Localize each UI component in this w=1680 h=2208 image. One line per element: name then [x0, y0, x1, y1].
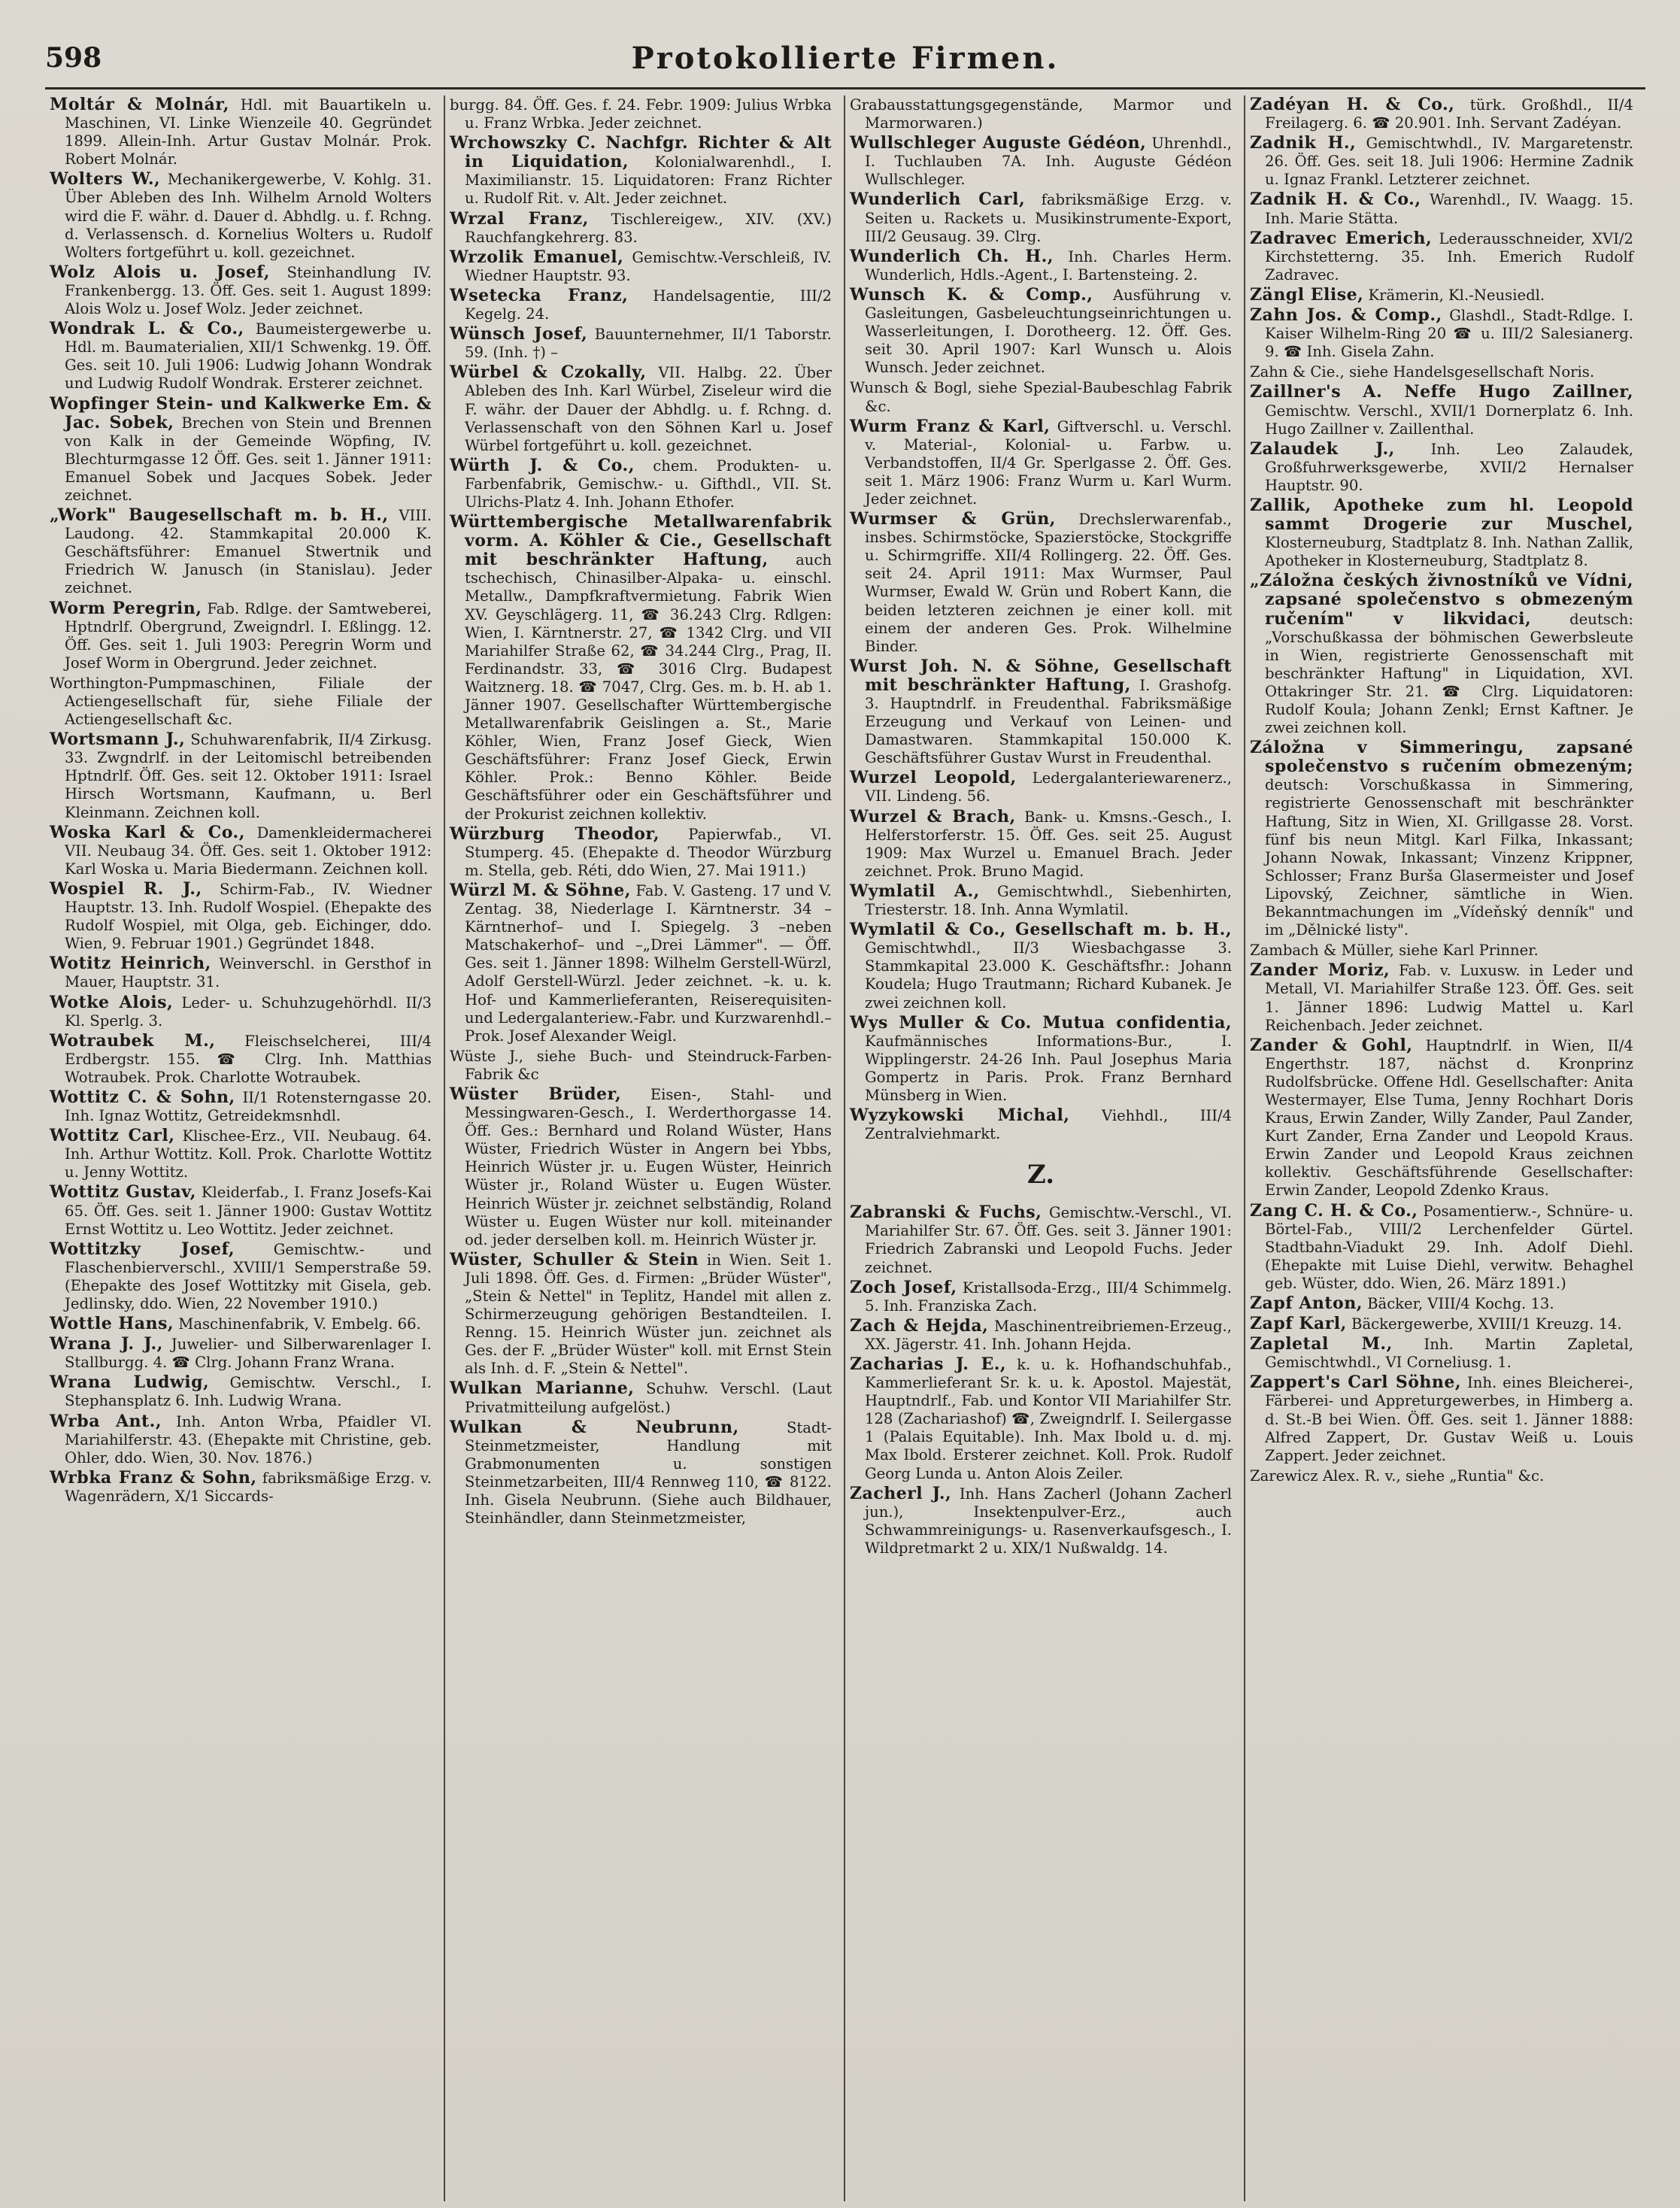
firm-details: Grabausstattungsgegenstände, Marmor und Marmorwaren.)	[850, 96, 1232, 132]
firm-details: Klischee-Erz., VII. Neubaug. 64. Inh. Arthur Wottitz. Koll. Prok. Charlotte Wottitz u. Jenny Wottitz.	[65, 1127, 432, 1181]
firm-name: Zander & Gohl,	[1250, 1035, 1413, 1055]
directory-entry	[50, 823, 432, 878]
directory-entry	[450, 1047, 832, 1084]
firm-details: Giftverschl. u. Verschl. v. Material-, Kolonial- u. Farbw. u. Verbandstoffen, II/4 Gr. Sperlgasse 2. Öff. Ges. seit 1. März 1906: Franz Wurm u. Karl Wurm. Jeder zeichnet.	[865, 417, 1232, 508]
firm-details: Schuhw. Verschl. (Laut Privatmitteilung aufgelöst.)	[465, 1380, 832, 1416]
firm-name: Wottitz Carl,	[50, 1126, 175, 1146]
firm-details: Klosterneuburg, Stadtplatz 8. Inh. Nathan Zallik, Apotheker in Klosterneuburg, Stadtplatz 8.	[1265, 534, 1633, 570]
directory-entry	[50, 320, 432, 393]
firm-details: Inh. eines Bleicherei-, Färberei- und Appreturgewerbes, in Himberg a. d. St.-B bei Wien. Öff. Ges. seit 1. Jänner 1888: Alfred Zappert, Dr. Gustav Weiß u. Louis Zappert. Jeder zeichnet.	[1265, 1374, 1633, 1464]
firm-details: Zambach & Müller, siehe Karl Prinner.	[1250, 942, 1539, 960]
firm-name: Wsetecka Franz,	[450, 285, 629, 305]
directory-entry	[1250, 286, 1633, 305]
firm-details: k. u. k. Hofhandschuhfab., Kammerlieferant Sr. k. u. k. Apostol. Majestät, Hauptndrlf., Fab. und Kontor VII Mariahilfer Str. 128 (Zachariashof) ☎, Zweigndrlf. I. Seilergasse 1 (Palais Equitable). Inh. Max Ibold u. d. mj. Max Ibold. Ersterer zeichnet. Koll. Prok. Rudolf Georg Lunda u. Anton Alois Zeiler.	[865, 1356, 1232, 1482]
directory-entry	[450, 363, 832, 454]
firm-name: Wurmser & Grün,	[850, 509, 1056, 529]
firm-name: Zander Moriz,	[1250, 960, 1390, 981]
firm-name: Wotitz Heinrich,	[50, 954, 211, 974]
firm-name: Zach & Hejda,	[850, 1315, 989, 1336]
firm-name: Wymlatil & Co., Gesellschaft m. b. H.,	[850, 920, 1232, 940]
firm-details: I. Grashofg. 3. Hauptndrlf. in Freudenthal. Fabriksmäßige Erzeugung und Verkauf von Leinen- und Damastwaren. Stammkapital 150.000 K. Geschäftsführer Gustav Wurst in Freudenthal.	[865, 676, 1232, 767]
firm-details: Hdl. mit Bauartikeln u. Maschinen, VI. Linke Wienzeile 40. Gegründet 1899. Allein-Inh. Artur Gustav Molnár. Prok. Robert Molnár.	[65, 96, 432, 168]
directory-entry	[50, 1032, 432, 1087]
firm-details: Ausführung v. Gasleitungen, Gasbeleuchtungseinrichtungen u. Wasserleitungen, I. Dorotheerg. 12. Öff. Ges. seit 30. April 1907: Karl Wunsch u. Alois Wunsch. Jeder zeichnet.	[865, 286, 1232, 377]
firm-name: Wulkan Marianne,	[450, 1378, 635, 1399]
firm-name: Wotke Alois,	[50, 992, 174, 1012]
firm-name: Wunderlich Ch. H.,	[850, 246, 1054, 266]
firm-name: Wymlatil A.,	[850, 881, 980, 901]
firm-details: II/1 Rotensterngasse 20. Inh. Ignaz Wottitz, Getreidekmsnhdl.	[65, 1088, 432, 1125]
directory-entry	[450, 1251, 832, 1378]
firm-name: Zang C. H. & Co.,	[1250, 1200, 1418, 1221]
directory-entry	[50, 1373, 432, 1410]
directory-entry	[450, 881, 832, 1045]
firm-name: Zappert's Carl Söhne,	[1250, 1372, 1462, 1393]
firm-details: Maschinentreibriemen-Erzeug., XX. Jägerstr. 41. Inh. Johann Hejda.	[865, 1317, 1232, 1353]
firm-details: Kleiderfab., I. Franz Josefs-Kai 65. Öff. Ges. seit 1. Jänner 1900: Gustav Wottitz Ernst Wottitz u. Leo Wottitz. Jeder zeichnet.	[65, 1184, 432, 1238]
directory-entry	[850, 882, 1232, 919]
firm-name: Zabranski & Fuchs,	[850, 1203, 1042, 1223]
directory-entry	[50, 954, 432, 991]
directory-entry	[50, 880, 432, 953]
firm-name: Zängl Elise,	[1250, 284, 1364, 305]
firm-name: Wüster, Schuller & Stein	[450, 1249, 699, 1269]
firm-name: Zadnik H. & Co.,	[1250, 190, 1421, 210]
firm-details: Kristallsoda-Erzg., III/4 Schimmelg. 5. Inh. Franziska Zach.	[865, 1278, 1233, 1315]
firm-name: Wopfinger Stein- und Kalkwerke Em. & Jac. Sobek,	[50, 393, 432, 432]
firm-details: Stadt-Steinmetzmeister, Handlung mit Grabmonumenten u. sonstigen Steinmetzarbeiten, III/4 Rennweg 110, ☎ 8122. Inh. Gisela Neubrunn. (Siehe auch Bildhauer, Steinhändler, dann Steinmetzmeister,	[465, 1418, 832, 1527]
directory-entry	[1250, 96, 1633, 132]
directory-entry	[1250, 739, 1633, 939]
firm-details: Inh. Hans Zacherl (Johann Zacherl jun.), Insektenpulver-Erz., auch Schwammreinigungs- u. Rasenverkaufsgesch., I. Wildpretmarkt 2 u. XIX/1 Nußwaldg. 14.	[865, 1485, 1232, 1557]
firm-name: Wüster Brüder,	[450, 1084, 622, 1104]
firm-details: Zarewicz Alex. R. v., siehe „Runtia" &c.	[1250, 1466, 1545, 1485]
directory-entry	[450, 1418, 832, 1528]
firm-details: fabriksmäßige Erzg. v. Wagenrädern, X/1 Siccards-	[65, 1469, 432, 1505]
directory-entry	[450, 134, 832, 208]
directory-entry	[50, 263, 432, 318]
firm-name: Wys Muller & Co. Mutua confidentia,	[850, 1012, 1232, 1033]
directory-entry	[850, 1355, 1232, 1483]
firm-details: Brechen von Stein und Brennen von Kalk in der Gemeinde Wöpfing, IV. Blechturmgasse 12 Öff. Ges. seit 1. Jänner 1911: Emanuel Sobek und Jacques Sobek. Jeder zeichnet.	[65, 414, 432, 504]
firm-name: Wotraubek M.,	[50, 1030, 216, 1051]
firm-name: Wolz Alois u. Josef,	[50, 262, 270, 282]
firm-name: Wrzal Franz,	[450, 208, 589, 229]
directory-entry	[50, 1240, 432, 1313]
firm-details: Posamentierw.-, Schnüre- u. Börtel-Fab., VIII/2 Lerchenfelder Gürtel. Stadtbahn-Viadukt 29. Inh. Adolf Diehl. (Ehepakte mit Luise Diehl, verwitw. Behaghel geb. Wüster, ddo. Wien, 26. März 1891.)	[1265, 1202, 1634, 1292]
firm-name: Wottitzky Josef,	[50, 1239, 235, 1259]
firm-details: Warenhdl., IV. Waagg. 15. Inh. Marie Stätta.	[1265, 191, 1634, 227]
firm-name: Zapletal M.,	[1250, 1334, 1393, 1354]
firm-details: Inh. Martin Zapletal, Gemischtwhdl., VI Corneliusg. 1.	[1265, 1336, 1633, 1372]
firm-details: in Wien. Seit 1. Juli 1898. Öff. Ges. d. Firmen: „Brüder Wüster", „Stein & Nettel" in Teplitz, Handel mit allen z. Schirmerzeugung gehörigen Bestandteilen. I. Renng. 15. Heinrich Wüster jun. zeichnet als Ges. der F. „Brüder Wüster" koll. mit Ernst Stein als Inh. d. F. „Stein & Nettel".	[465, 1251, 832, 1378]
directory-entry	[1250, 496, 1633, 570]
firm-details: Glashdl., Stadt-Rdlge. I. Kaiser Wilhelm-Ring 20 ☎ u. III/2 Salesianerg. 9. ☎ Inh. Gisela Zahn.	[1265, 307, 1633, 361]
firm-name: Würzl M. & Söhne,	[450, 880, 631, 900]
firm-name: Zadéyan H. & Co.,	[1250, 96, 1455, 114]
directory-entry	[850, 1203, 1232, 1276]
firm-details: Damenkleidermacherei VII. Neubaug 34. Öff. Ges. seit 1. Oktober 1912: Karl Woska u. Maria Biedermann. Zeichnen koll.	[65, 823, 432, 878]
firm-details: deutsch: „Vorschußkassa der böhmischen Gewerbsleute in Wien, registrierte Genossenschaft mit beschränkter Haftung" in Liquidation, XVI. Ottakringer Str. 21. ☎ Clrg. Liquidatoren: Rudolf Koula; Johann Zenkl; Ernst Kaftner. Je zwei zeichnen koll.	[1265, 610, 1633, 737]
firm-details: Gemischtwhdl., II/3 Wiesbachgasse 3. Stammkapital 23.000 K. Geschäftsfhr.: Johann Koudela; Hugo Trautmann; Richard Kubanek. Je zwei zeichnen koll.	[865, 939, 1232, 1011]
directory-entry	[850, 190, 1232, 245]
firm-name: Wunsch K. & Comp.,	[850, 284, 1093, 305]
firm-name: Wrana Ludwig,	[50, 1372, 210, 1393]
firm-details: Schuhwarenfabrik, II/4 Zirkusg. 33. Zwgndrlf. in der Leitomischl betreibenden Hptndrlf. Öff. Ges. seit 12. Oktober 1911: Israel Hirsch Wortsmann, Kaufmann, u. Berl Kleinmann. Zeichnen koll.	[65, 731, 432, 821]
directory-entry	[1250, 1202, 1633, 1293]
directory-entry	[50, 993, 432, 1030]
column-4	[1245, 96, 1645, 2201]
directory-entry	[1250, 1335, 1633, 1372]
firm-details: Schirm-Fab., IV. Wiedner Hauptstr. 13. Inh. Rudolf Wospiel. (Ehepakte des Rudolf Wospiel, mit Olga, geb. Eichinger, ddo. Wien, 9. Februar 1901.) Gegründet 1848.	[65, 880, 432, 953]
firm-details: chem. Produkten- u. Farbenfabrik, Gemischw.- u. Gifthdl., VII. St. Ulrichs-Platz 4. Inh. Johann Ethofer.	[465, 456, 832, 511]
directory-entry	[850, 1106, 1232, 1143]
firm-details: Handelsagentie, III/2 Kegelg. 24.	[465, 287, 832, 323]
firm-name: Wyzykowski Michal,	[850, 1106, 1070, 1126]
directory-entry	[850, 808, 1232, 881]
directory-entry	[450, 96, 832, 132]
firm-details: deutsch: Vorschußkassa in Simmering, registrierte Genossenschaft mit beschränkter Haftung, Sitz in Wien, XI. Grillgasse 28. Vorst. fünf bis neun Mitgl. Karl Filka, Inkassant; Johann Nowak, Inkassant; Vinzenz Krippner, Schlosser; Franz Burša Glasermeister und Josef Lipovský, Zeichner, sämtliche in Wien. Bekanntmachungen im „Vídeňský denník" und im „Dělnické listy".	[1265, 776, 1633, 939]
directory-entry	[50, 170, 432, 261]
firm-details: türk. Großhdl., II/4 Freilagerg. 6. ☎ 20.901. Inh. Servant Zadéyan.	[1265, 96, 1633, 132]
firm-details: Gemischtwhdl., IV. Margaretenstr. 26. Öff. Ges. seit 18. Juli 1906: Hermine Zadnik u. Ignaz Frankl. Letzterer zeichnet.	[1265, 135, 1633, 189]
directory-entry	[1250, 961, 1633, 1034]
directory-entry	[50, 395, 432, 505]
firm-name: Wünsch Josef,	[450, 324, 588, 344]
directory-entry	[50, 1088, 432, 1125]
firm-name: Wrbka Franz & Sohn,	[50, 1467, 257, 1488]
firm-name: Württembergische Metallwarenfabrik vorm. A. Köhler & Cie., Gesellschaft mit beschränkter Haftung,	[450, 512, 832, 570]
firm-name: Worm Peregrin,	[50, 598, 202, 618]
firm-name: Wottitz C. & Sohn,	[50, 1087, 235, 1107]
firm-name: Zacherl J.,	[850, 1483, 952, 1503]
firm-details: Uhrenhdl., I. Tuchlauben 7A. Inh. Auguste Gédéon Wullschleger.	[865, 135, 1232, 189]
directory-entry	[850, 921, 1232, 1011]
running-head: Protokollierte Firmen.	[631, 41, 1060, 76]
directory-entry	[450, 325, 832, 362]
directory-entry	[50, 1315, 432, 1333]
page-number: 598	[45, 42, 102, 74]
firm-details: Bäckergewerbe, XVIII/1 Kreuzg. 14.	[1351, 1315, 1622, 1333]
firm-details: Gemischtw.-Verschleiß, IV. Wiedner Hauptstr. 93.	[465, 248, 832, 284]
firm-details: Maschinenfabrik, V. Embelg. 66.	[178, 1315, 421, 1333]
column-3	[845, 96, 1245, 2201]
firm-name: Wulkan & Neubrunn,	[450, 1417, 739, 1437]
firm-details: Kolonialwarenhdl., I. Maximilianstr. 15. Liquidatoren: Franz Richter u. Rudolf Rit. v. Alt. Jeder zeichnet.	[465, 153, 832, 208]
directory-entry	[1250, 572, 1633, 737]
firm-details: VII. Halbg. 22. Über Ableben des Inh. Karl Würbel, Ziseleur wird die F. währ. der Dauer der Abhdlg. u. f. Rchng. d. Verlassenschaft von den Söhnen Karl u. Josef Würbel fortgeführt u. koll. gezeichnet.	[465, 364, 832, 454]
firm-name: Wurzel & Brach,	[850, 806, 1016, 826]
firm-details: Hauptndrlf. in Wien, II/4 Engerthstr. 187, nächst d. Kronprinz Rudolfsbrücke. Offene Hdl. Gesellschafter: Anita Westermayer, Else Tuma, Jenny Rochhart Doris Kraus, Erwin Zander, Willy Zander, Paul Zander, Kurt Zander, Erna Zander und Leopold Kraus. Erwin Zander und Leopold Kraus zeichnen kollektiv. Geschäftsführende Gesellschafter: Erwin Zander, Leopold Zdenko Kraus.	[1265, 1036, 1633, 1200]
directory-entry	[1250, 440, 1633, 495]
columns	[45, 96, 1645, 2201]
column-2	[445, 96, 845, 2201]
firm-details: Juwelier- und Silberwarenlager I. Stallburgg. 4. ☎ Clrg. Johann Franz Wrana.	[65, 1336, 432, 1372]
directory-entry	[450, 248, 832, 285]
firm-details: Inh. Leo Zalaudek, Großfuhrwerksgewerbe, XVII/2 Hernalser Hauptstr. 90.	[1265, 440, 1634, 494]
directory-entry	[450, 513, 832, 823]
directory-entry	[1250, 1466, 1633, 1485]
firm-details: Weinverschl. in Gersthof in Mauer, Hauptstr. 31.	[65, 955, 432, 991]
directory-entry	[850, 1485, 1232, 1557]
firm-details: Wüste J., siehe Buch- und Steindruck-Farben-Fabrik &c	[450, 1047, 832, 1083]
directory-entry	[1250, 306, 1633, 361]
firm-details: Viehhdl., III/4 Zentralviehmarkt.	[865, 1107, 1233, 1143]
firm-name: Wolters W.,	[50, 169, 161, 190]
firm-details: Papierwfab., VI. Stumperg. 45. (Ehepakte d. Theodor Würzburg m. Stella, geb. Réti, ddo Wien, 27. Mai 1911.)	[465, 825, 832, 879]
directory-entry	[50, 1412, 432, 1467]
firm-details: Gemischtw. Verschl., XVII/1 Dornerplatz 6. Inh. Hugo Zaillner v. Zaillenthal.	[1265, 402, 1633, 438]
firm-name: Zoch Josef,	[850, 1277, 957, 1297]
firm-name: Wunderlich Carl,	[850, 190, 1026, 210]
firm-details: Eisen-, Stahl- und Messingwaren-Gesch., I. Werderthorgasse 14. Öff. Ges.: Bernhard und Roland Wüster, Hans Wüster, Friedrich Wüster in Angern bei Ybbs, Heinrich Wüster jr. u. Eugen Wüster, Heinrich Wüster jr., Roland Wüster u. Eugen Wüster. Heinrich Wüster jr. zeichnet selbständig, Roland Wüster u. Eugen Wüster nur koll. miteinander od. jeder derselben koll. m. Heinrich Wüster jr.	[465, 1085, 832, 1248]
directory-entry	[50, 730, 432, 821]
firm-name: Zaillner's A. Neffe Hugo Zaillner,	[1250, 382, 1633, 402]
firm-name: Zacharias J. E.,	[850, 1354, 1007, 1374]
firm-name: Wrana J. J.,	[50, 1334, 163, 1354]
directory-entry	[1250, 134, 1633, 189]
directory-entry	[1250, 941, 1633, 960]
firm-details: Zahn & Cie., siehe Handelsgesellschaft Noris.	[1250, 363, 1595, 381]
directory-entry	[850, 510, 1232, 656]
directory-entry	[1250, 229, 1633, 284]
directory-entry	[850, 1278, 1232, 1315]
directory-entry	[450, 456, 832, 511]
directory-entry	[850, 769, 1232, 805]
firm-name: Záložna v Simmeringu, zapsané společenstvo s ručením obmezeným;	[1250, 738, 1633, 777]
firm-name: Zallik, Apotheke zum hl. Leopold sammt Drogerie zur Muschel,	[1250, 495, 1633, 535]
firm-details: Gemischtw.- und Flaschenbierverschl., XVIII/1 Semperstraße 59. (Ehepakte des Josef Wottitzky mit Gisela, geb. Jedlinsky, ddo. Wien, 22 November 1910.)	[65, 1240, 432, 1312]
firm-name: Wurst Joh. N. & Söhne, Gesellschaft mit beschränkter Haftung,	[850, 656, 1232, 695]
firm-name: „Work" Baugesellschaft m. b. H.,	[50, 505, 389, 526]
directory-entry	[850, 286, 1232, 377]
firm-name: Würzburg Theodor,	[450, 823, 660, 844]
directory-entry	[1250, 383, 1633, 438]
firm-details: Steinhandlung IV. Frankenbergg. 13. Öff. Ges. seit 1. August 1899: Alois Wolz u. Josef Wolz. Jeder zeichnet.	[65, 263, 432, 318]
directory-entry	[850, 134, 1232, 189]
firm-details: auch tschechisch, Chinasilber-Alpaka- u. einschl. Metallw., Dampfkraftvermietung. Fabrik Wien XV. Geyschlägerg. 11, ☎ 36.243 Clrg. Rdlgen: Wien, I. Kärntnerstr. 27, ☎ 1342 Clrg. und VII Mariahilfer Straße 62, ☎ 34.244 Clrg., Prag, II. Ferdinandstr. 33, ☎ 3016 Clrg. Budapest Waitznerg. 18. ☎ 7047, Clrg. Ges. m. b. H. ab 1. Jänner 1907. Gesellschafter Württembergische Metallwarenfabrik Geislingen a. St., Marie Köhler, Wien, Franz Josef Gieck, Wien Geschäftsführer: Franz Josef Gieck, Erwin Köhler. Prok.: Benno Köhler. Beide Geschäftsführer oder ein Geschäftsführer und der Prokurist zeichnen kollektiv.	[465, 551, 832, 823]
directory-entry	[450, 1085, 832, 1249]
firm-details: Fab. V. Gasteng. 17 und V. Zentag. 38, Niederlage I. Kärntnerstr. 34 –Kärntnerhof– und I. Spiegelg. 3 –neben Matschakerhof– und –„Drei Lämmer". — Öff. Ges. seit 1. Jänner 1898: Wilhelm Gerstell-Würzl, Adolf Gerstell-Würzl. Jeder zeichnet. –k. u. k. Hof- und Kammerlieferanten, Reiserequisiten- und Ledergalanteriew.-Fabr. und Kurzwarenhdl.– Prok. Josef Alexander Weigl.	[465, 881, 832, 1045]
firm-details: Drechslerwarenfab., insbes. Schirmstöcke, Spazierstöcke, Stockgriffe u. Schirmgriffe. XII/4 Rollingerg. 22. Öff. Ges. seit 24. April 1911: Max Wurmser, Paul Wurmser, Ewald W. Grün und Robert Kann, die beiden letzteren zeichnen je einer koll. mit einem der anderen Ges. Prok. Wilhelmine Binder.	[865, 511, 1232, 655]
firm-details: Ledergalanteriewarenerz., VII. Lindeng. 56.	[865, 769, 1232, 805]
column-1	[45, 96, 445, 2201]
firm-name: Zadnik H.,	[1250, 133, 1357, 153]
directory-entry	[850, 378, 1232, 415]
firm-details: Gemischtwhdl., Siebenhirten, Triesterstr. 18. Inh. Anna Wymlatil.	[865, 882, 1232, 919]
directory-entry	[1250, 362, 1633, 381]
page-header	[45, 39, 1645, 89]
firm-name: Zahn Jos. & Comp.,	[1250, 305, 1442, 326]
directory-entry	[850, 1014, 1232, 1105]
directory-entry	[1250, 1315, 1633, 1333]
firm-name: Moltár & Molnár,	[50, 96, 229, 114]
firm-details: burgg. 84. Öff. Ges. f. 24. Febr. 1909: Julius Wrbka u. Franz Wrbka. Jeder zeichnet.	[450, 96, 832, 132]
firm-name: Wurzel Leopold,	[850, 768, 1017, 788]
firm-details: Gemischtw.-Verschl., VI. Mariahilfer Str. 67. Öff. Ges. seit 3. Jänner 1901: Friedrich Zabranski und Leopold Fuchs. Jeder zeichnet.	[865, 1204, 1232, 1276]
directory-entry	[50, 1469, 432, 1506]
firm-details: Worthington-Pumpmaschinen, Filiale der Actiengesellschaft für, siehe Filiale der Actiengesellschaft &c.	[50, 674, 432, 729]
firm-name: Woska Karl & Co.,	[50, 822, 245, 842]
firm-details: Leder- u. Schuhzugehörhdl. II/3 Kl. Sperlg. 3.	[65, 993, 432, 1030]
directory-entry	[50, 599, 432, 672]
firm-name: Wortsmann J.,	[50, 729, 186, 750]
directory-entry	[850, 417, 1232, 508]
directory-entry	[50, 96, 432, 168]
firm-name: Wurm Franz & Karl,	[850, 416, 1051, 436]
firm-details: Krämerin, Kl.-Neusiedl.	[1368, 286, 1545, 304]
directory-entry	[450, 1379, 832, 1416]
directory-entry	[850, 96, 1232, 132]
firm-details: Lederausschneider, XVI/2 Kirchstetterng. 35. Inh. Emerich Rudolf Zadravec.	[1265, 229, 1634, 284]
directory-entry	[50, 1335, 432, 1372]
firm-name: Wullschleger Auguste Gédéon,	[850, 133, 1147, 153]
firm-name: Wrzolik Emanuel,	[450, 247, 624, 267]
firm-name: Zalaudek J.,	[1250, 438, 1395, 459]
directory-entry	[450, 287, 832, 323]
directory-entry	[1250, 190, 1633, 227]
directory-entry	[50, 674, 432, 729]
firm-details: Bauunternehmer, II/1 Taborstr. 59. (Inh. †) –	[465, 326, 832, 362]
firm-details: Fab. Rdlge. der Samtweberei, Hptndrlf. Obergrund, Zweigndrl. I. Eßlingg. 12. Öff. Ges. seit 1. Juli 1903: Peregrin Worm und Josef Worm in Obergrund. Jeder zeichnet.	[65, 599, 432, 672]
firm-name: Wondrak L. & Co.,	[50, 319, 244, 339]
firm-details: Fleischselcherei, III/4 Erdbergstr. 155. ☎ Clrg. Inh. Matthias Wotraubek. Prok. Charlotte Wotraubek.	[65, 1032, 432, 1086]
directory-entry	[1250, 1373, 1633, 1464]
firm-details: VIII. Laudong. 42. Stammkapital 20.000 K. Geschäftsführer: Emanuel Stwertnik und Friedrich W. Janusch (in Stanislau). Jeder zeichnet.	[65, 507, 432, 597]
firm-name: Wrba Ant.,	[50, 1411, 162, 1431]
directory-entry	[50, 1183, 432, 1238]
firm-name: Würth J. & Co.,	[450, 455, 635, 475]
directory-entry	[850, 1317, 1232, 1354]
firm-details: Baumeistergewerbe u. Hdl. m. Baumaterialien, XII/1 Schwenkg. 19. Öff. Ges. seit 10. Juli 1906: Ludwig Johann Wondrak und Ludwig Rudolf Wondrak. Ersterer zeichnet.	[65, 320, 432, 393]
firm-details: Mechanikergewerbe, V. Kohlg. 31. Über Ableben des Inh. Wilhelm Arnold Wolters wird die F. währ. d. Dauer d. Abhdlg. u. f. Rchng. d. Verlassensch. d. Kornelius Wolters u. Rudolf Wolters fortgeführt u. koll. gezeichnet.	[65, 171, 432, 261]
firm-details: Inh. Anton Wrba, Pfaidler VI. Mariahilferstr. 43. (Ehepakte mit Christine, geb. Ohler, ddo. Wien, 30. Nov. 1876.)	[65, 1412, 432, 1466]
firm-name: Wrchowszky C. Nachfgr. Richter & Alt in Liquidation,	[450, 133, 832, 172]
directory-entry	[450, 210, 832, 247]
firm-details: Bank- u. Kmsns.-Gesch., I. Helferstorferstr. 15. Öff. Ges. seit 25. August 1909: Max Wurzel u. Emanuel Brach. Jeder zeichnet. Prok. Bruno Magid.	[865, 808, 1232, 880]
directory-entry	[450, 825, 832, 880]
directory-entry	[50, 1127, 432, 1181]
firm-name: Zapf Karl,	[1250, 1314, 1347, 1334]
directory-entry	[850, 247, 1232, 284]
firm-details: Inh. Charles Herm. Wunderlich, Hdls.-Agent., I. Bartensteing. 2.	[865, 247, 1232, 284]
firm-details: Bäcker, VIII/4 Kochg. 13.	[1367, 1295, 1554, 1312]
firm-details: Tischlereigew., XIV. (XV.) Rauchfangkehrerg. 83.	[465, 210, 832, 246]
directory-entry	[850, 657, 1232, 768]
firm-name: „Záložna českých živnostníků ve Vídni, zapsané společenstvo s obmezeným ručením" v likvidaci,	[1250, 571, 1633, 629]
firm-details: Fab. v. Luxusw. in Leder und Metall, VI. Mariahilfer Straße 123. Öff. Ges. seit 1. Jänner 1896: Ludwig Mattel u. Karl Reichenbach. Jeder zeichnet.	[1265, 962, 1633, 1034]
firm-details: Gemischtw. Verschl., I. Stephansplatz 6. Inh. Ludwig Wrana.	[65, 1374, 432, 1410]
firm-details: Kaufmännisches Informations-Bur., I. Wipplingerstr. 24-26 Inh. Paul Josephus Maria Gompertz in Paris. Prok. Franz Bernhard Münsberg in Wien.	[865, 1032, 1232, 1104]
firm-details: Wunsch & Bogl, siehe Spezial-Baubeschlag Fabrik &c.	[850, 379, 1232, 415]
firm-name: Zadravec Emerich,	[1250, 228, 1433, 248]
section-letter: Z.	[1026, 1160, 1055, 1190]
firm-name: Wottitz Gustav,	[50, 1182, 196, 1203]
directory-entry	[50, 506, 432, 597]
firm-name: Würbel & Czokally,	[450, 362, 647, 383]
firm-name: Wospiel R. J.,	[50, 878, 202, 899]
firm-details: fabriksmäßige Erzg. v. Seiten u. Rackets u. Musikinstrumente-Export, III/2 Geusaug. 39. Clrg.	[865, 191, 1233, 245]
firm-name: Zapf Anton,	[1250, 1294, 1363, 1313]
directory-entry	[1250, 1036, 1633, 1200]
firm-name: Wottle Hans,	[50, 1314, 174, 1334]
directory-entry	[1250, 1294, 1633, 1313]
